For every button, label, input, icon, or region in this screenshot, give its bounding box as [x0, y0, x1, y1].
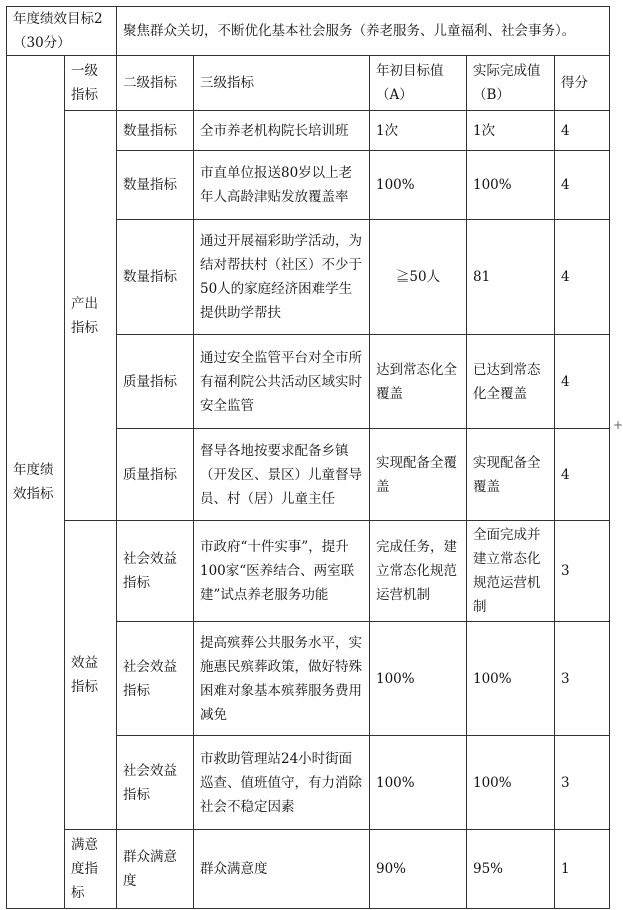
row-level2: 数量指标	[117, 151, 194, 220]
row-level3: 市直单位报送80岁以上老年人高龄津贴发放覆盖率	[194, 151, 370, 220]
goal-row	[7, 7, 610, 56]
row-actual: 100%	[467, 736, 555, 830]
header-level1: 一级指标	[65, 56, 117, 111]
row-target: 100%	[370, 622, 467, 736]
row-score: 4	[555, 151, 610, 220]
row-level3: 全市养老机构院长培训班	[194, 111, 370, 151]
group-satisfaction: 满意度指标	[65, 830, 117, 909]
row-score: 4	[555, 111, 610, 151]
row-actual: 已达到常态化全覆盖	[467, 335, 555, 429]
header-score: 得分	[555, 56, 610, 111]
row-score: 4	[555, 429, 610, 521]
header-actual: 实际完成值（B）	[467, 56, 555, 111]
row-level3: 通过安全监管平台对全市所有福利院公共活动区域实时安全监管	[194, 335, 370, 429]
edge-expand-icon[interactable]: +	[613, 418, 623, 432]
goal-text: 聚焦群众关切，不断优化基本社会服务（养老服务、儿童福利、社会事务）。	[117, 7, 610, 56]
row-level3: 群众满意度	[194, 830, 370, 909]
row-score: 3	[555, 736, 610, 830]
column-header-row	[7, 56, 610, 111]
row-level2: 社会效益指标	[117, 736, 194, 830]
row-target: 1次	[370, 111, 467, 151]
row-target: 90%	[370, 830, 467, 909]
table-row	[7, 111, 610, 151]
row-level2: 质量指标	[117, 335, 194, 429]
row-actual: 95%	[467, 830, 555, 909]
row-level2: 社会效益指标	[117, 622, 194, 736]
row-level3: 督导各地按要求配备乡镇（开发区、景区）儿童督导员、村（居）儿童主任	[194, 429, 370, 521]
row-level3: 通过开展福彩助学活动，为结对帮扶村（社区）不少于50人的家庭经济困难学生提供助学帮扶	[194, 220, 370, 335]
table-row	[7, 830, 610, 909]
row-actual: 100%	[467, 151, 555, 220]
row-target: 100%	[370, 736, 467, 830]
row-score: 3	[555, 622, 610, 736]
row-level2: 数量指标	[117, 220, 194, 335]
row-level2: 数量指标	[117, 111, 194, 151]
row-actual: 实现配备全覆盖	[467, 429, 555, 521]
row-level3: 市救助管理站24小时街面巡查、值班值守，有力消除社会不稳定因素	[194, 736, 370, 830]
row-actual: 1次	[467, 111, 555, 151]
row-target: 完成任务，建立常态化规范运营机制	[370, 521, 467, 622]
row-target: 实现配备全覆盖	[370, 429, 467, 521]
row-level2: 群众满意度	[117, 830, 194, 909]
table-row	[7, 521, 610, 622]
header-target: 年初目标值（A）	[370, 56, 467, 111]
row-score: 4	[555, 220, 610, 335]
performance-table	[6, 6, 610, 909]
row-level3: 提高殡葬公共服务水平，实施惠民殡葬政策，做好特殊困难对象基本殡葬服务费用减免	[194, 622, 370, 736]
header-level3: 三级指标	[194, 56, 370, 111]
row-level2: 质量指标	[117, 429, 194, 521]
row-actual: 100%	[467, 622, 555, 736]
row-score: 4	[555, 335, 610, 429]
row-score: 3	[555, 521, 610, 622]
group-benefit: 效益指标	[65, 521, 117, 830]
row-actual: 全面完成并建立常态化规范运营机制	[467, 521, 555, 622]
goal-label: 年度绩效目标2（30分）	[7, 7, 117, 56]
row-level2: 社会效益指标	[117, 521, 194, 622]
row-actual: 81	[467, 220, 555, 335]
row-target: 100%	[370, 151, 467, 220]
row-target: ≧50人	[370, 220, 467, 335]
group-output: 产出指标	[65, 111, 117, 521]
row-target: 达到常态化全覆盖	[370, 335, 467, 429]
header-level2: 二级指标	[117, 56, 194, 111]
row-level3: 市政府“十件实事”，提升100家“医养结合、两室联建”试点养老服务功能	[194, 521, 370, 622]
row-score: 1	[555, 830, 610, 909]
section-label: 年度绩效指标	[7, 56, 65, 909]
